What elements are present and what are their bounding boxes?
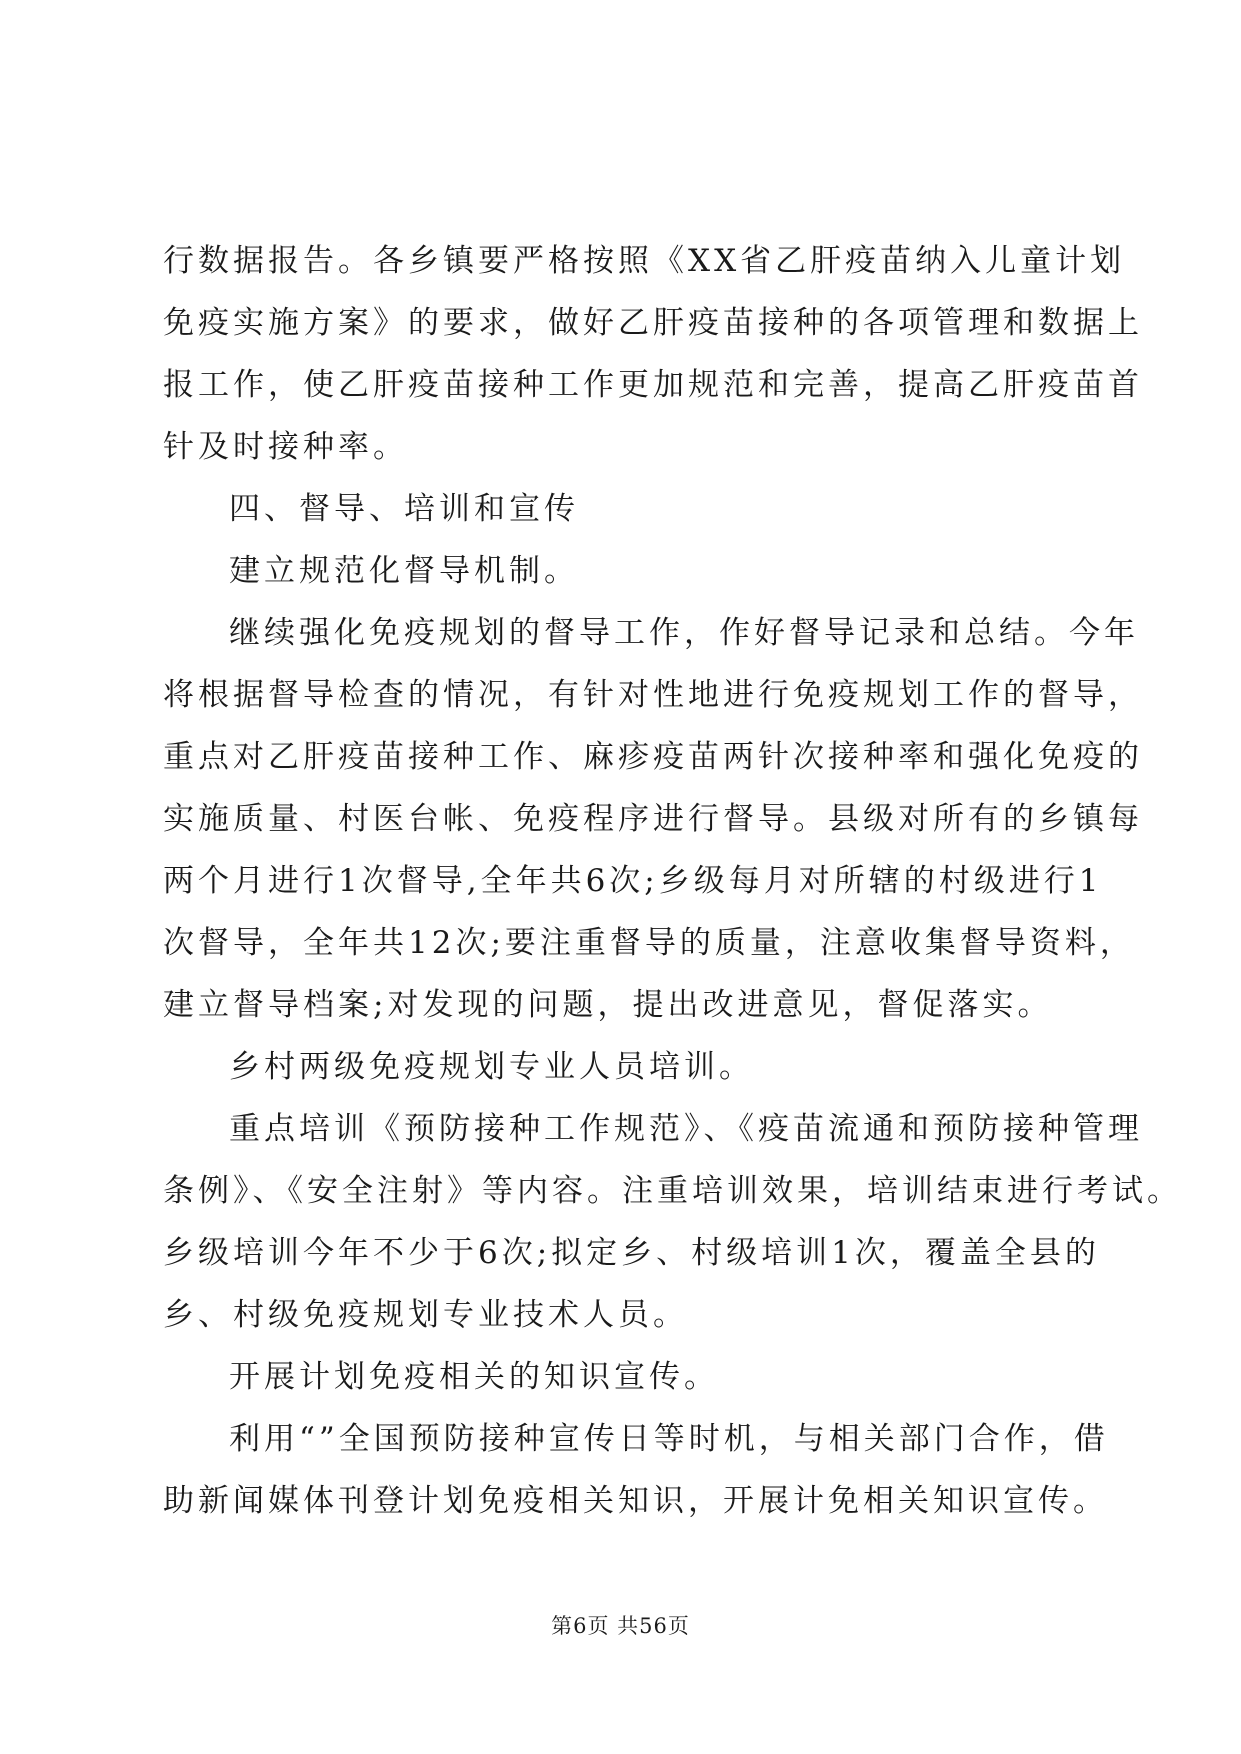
text-line: 建立规范化督导机制。 bbox=[229, 553, 579, 589]
text-line: 两个月进行1次督导,全年共6次;乡级每月对所辖的村级进行1 bbox=[163, 863, 1103, 899]
text-line: 实施质量、村医台帐、免疫程序进行督导。县级对所有的乡镇每 bbox=[163, 801, 1143, 837]
text-line: 乡村两级免疫规划专业人员培训。 bbox=[229, 1049, 754, 1085]
text-line: 针及时接种率。 bbox=[163, 429, 408, 465]
text-line: 乡级培训今年不少于6次;拟定乡、村级培训1次，覆盖全县的 bbox=[163, 1235, 1100, 1271]
text-line: 重点培训《预防接种工作规范》、《疫苗流通和预防接种管理 bbox=[229, 1111, 1143, 1147]
page-footer: 第6页 共56页 bbox=[551, 1614, 690, 1638]
text-line: 报工作，使乙肝疫苗接种工作更加规范和完善，提高乙肝疫苗首 bbox=[163, 367, 1143, 403]
text-line: 将根据督导检查的情况，有针对性地进行免疫规划工作的督导， bbox=[163, 677, 1143, 713]
text-line: 重点对乙肝疫苗接种工作、麻疹疫苗两针次接种率和强化免疫的 bbox=[163, 739, 1143, 775]
text-line: 建立督导档案;对发现的问题，提出改进意见，督促落实。 bbox=[163, 987, 1053, 1023]
text-line: 利用“”全国预防接种宣传日等时机，与相关部门合作，借 bbox=[229, 1421, 1109, 1457]
text-line: 乡、村级免疫规划专业技术人员。 bbox=[163, 1297, 688, 1333]
text-line: 继续强化免疫规划的督导工作，作好督导记录和总结。今年 bbox=[229, 615, 1139, 651]
text-line: 免疫实施方案》的要求，做好乙肝疫苗接种的各项管理和数据上 bbox=[163, 305, 1143, 341]
text-line: 开展计划免疫相关的知识宣传。 bbox=[229, 1359, 719, 1395]
body-text bbox=[163, 230, 1182, 1532]
text-line: 助新闻媒体刊登计划免疫相关知识，开展计免相关知识宣传。 bbox=[163, 1483, 1108, 1519]
text-line: 四、督导、培训和宣传 bbox=[229, 491, 579, 527]
text-line: 行数据报告。各乡镇要严格按照《XX省乙肝疫苗纳入儿童计划 bbox=[163, 243, 1126, 279]
text-line: 条例》、《安全注射》等内容。注重培训效果，培训结束进行考试。 bbox=[163, 1173, 1182, 1209]
text-line: 次督导，全年共12次;要注重督导的质量，注意收集督导资料， bbox=[163, 925, 1135, 961]
